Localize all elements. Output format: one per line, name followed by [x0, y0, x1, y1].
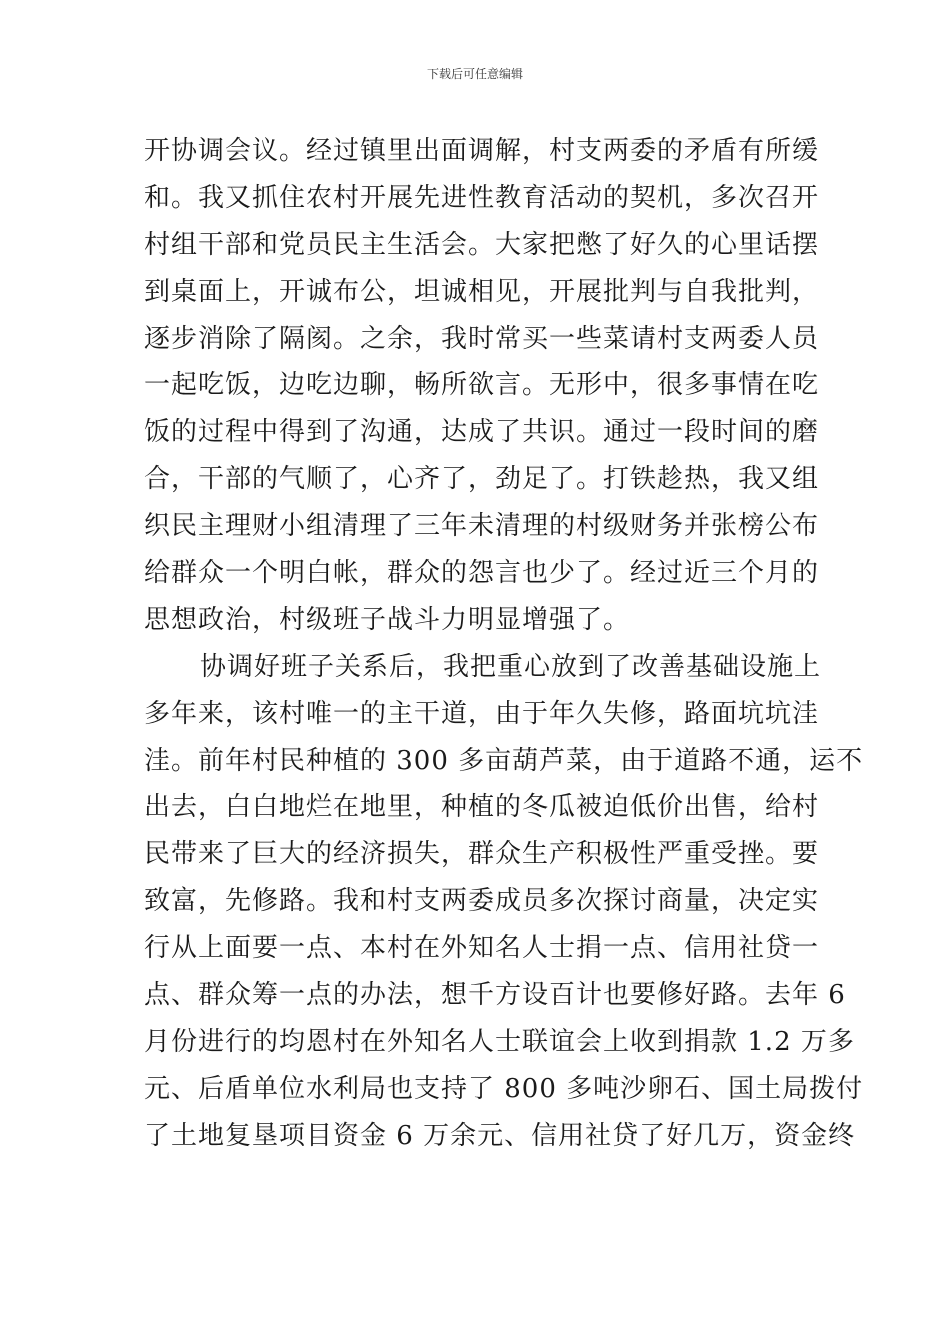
text-line: 饭的过程中得到了沟通，达成了共识。通过一段时间的磨 [144, 417, 820, 448]
text-line: 村组干部和党员民主生活会。大家把憋了好久的心里话摆 [144, 229, 820, 260]
text-line: 给群众一个明白帐，群众的怨言也少了。经过近三个月的 [144, 558, 820, 589]
text-line: 开协调会议。经过镇里出面调解，村支两委的矛盾有所缓 [144, 136, 820, 166]
text-line: 出去，白白地烂在地里，种植的冬瓜被迫低价出售，给村 [144, 792, 820, 823]
text-line: 逐步消除了隔阂。之余，我时常买一些菜请村支两委人员 [144, 323, 820, 354]
text-line: 一起吃饭，边吃边聊，畅所欲言。无形中，很多事情在吃 [144, 370, 820, 401]
text-line: 民带来了巨大的经济损失，群众生产积极性严重受挫。要 [144, 839, 820, 870]
text-line: 合，干部的气顺了，心齐了，劲足了。打铁趁热，我又组 [144, 464, 820, 495]
text-line: 行从上面要一点、本村在外知名人士捐一点、信用社贷一 [144, 933, 820, 964]
document-body [144, 128, 864, 1160]
text-line: 点、群众筹一点的办法，想千方设百计也要修好路。去年 6 [144, 980, 846, 1011]
text-line: 到桌面上，开诚布公，坦诚相见，开展批判与自我批判， [144, 276, 820, 307]
text-line: 织民主理财小组清理了三年未清理的村级财务并张榜公布 [144, 511, 820, 542]
text-line: 致富，先修路。我和村支两委成员多次探讨商量，决定实 [144, 886, 820, 917]
text-line: 了土地复垦项目资金 6 万余元、信用社贷了好几万，资金终 [144, 1120, 856, 1151]
text-line: 洼。前年村民种植的 300 多亩葫芦菜，由于道路不通，运不 [144, 745, 864, 776]
page-header: 下载后可任意编辑 [426, 67, 523, 81]
text-line: 思想政治，村级班子战斗力明显增强了。 [144, 604, 631, 635]
text-line: 月份进行的均恩村在外知名人士联谊会上收到捐款 1.2 万多 [144, 1026, 855, 1057]
text-line: 多年来，该村唯一的主干道，由于年久失修，路面坑坑洼 [144, 698, 820, 729]
paragraph-start-line: 协调好班子关系后，我把重心放到了改善基础设施上 [200, 651, 822, 682]
text-line: 元、后盾单位水利局也支持了 800 多吨沙卵石、国土局拨付 [144, 1073, 864, 1104]
text-line: 和。我又抓住农村开展先进性教育活动的契机，多次召开 [144, 182, 820, 213]
